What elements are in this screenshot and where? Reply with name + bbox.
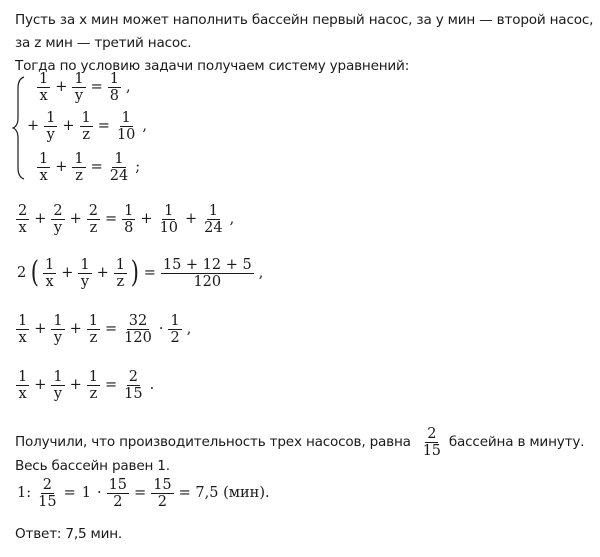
final-calculation [14,476,273,510]
numerator: 1 [109,70,120,87]
operator: , [186,321,192,337]
numerator: 1 [170,312,180,329]
fraction [114,257,127,290]
operator: + [69,321,82,337]
fraction [108,71,121,104]
operator: = [105,377,118,393]
rate-denominator: 15 [422,442,441,459]
numerator: 1 [124,202,134,219]
numerator: 1 [46,109,56,126]
denominator: x [45,273,54,290]
fraction [72,151,85,184]
step-equation-1 [14,202,237,236]
numerator: 2 [53,202,63,219]
operator: = [134,485,147,501]
fraction [72,71,85,104]
denominator: x [18,329,27,346]
numerator: 1 [44,256,55,273]
denominator: 10 [159,219,179,236]
fraction [158,203,180,236]
operator: = [97,118,110,134]
operator: + [34,377,47,393]
fraction [87,203,100,236]
denominator: 8 [109,87,120,104]
operator: = [105,211,118,227]
conclusion-after: бассейна в минуту. [448,433,585,450]
denominator: x [39,167,48,184]
fraction [122,203,135,236]
fraction [51,369,64,402]
fraction [161,257,254,290]
numerator: 15 [153,476,172,493]
operator: 1 [81,485,91,501]
numerator: 1 [81,109,91,126]
fraction [51,203,64,236]
operator: + [34,211,47,227]
fraction [16,313,29,346]
fraction [108,151,130,184]
system-equation-2 [24,109,150,143]
numerator: 1 [18,312,28,329]
numerator: 15 + 12 + 5 [162,256,252,273]
denominator: 15 [38,493,57,510]
system-equation-3 [35,150,143,184]
denominator: z [89,219,98,236]
denominator: z [116,273,125,290]
rate-fraction [421,426,443,459]
step-equation-4 [14,368,157,402]
denominator: 8 [124,219,134,236]
numerator: 1 [74,150,84,167]
fraction [44,110,57,143]
numerator: 1 [121,109,131,126]
operator: + [55,159,68,175]
denominator: y [74,87,84,104]
denominator: 120 [193,273,222,290]
fraction [115,110,137,143]
numerator: 15 [108,476,128,493]
denominator: x [18,385,27,402]
fraction [122,369,144,402]
numerator: 1 [39,150,49,167]
operator: = [90,159,103,175]
operator: 1: [17,485,32,501]
operator: , [126,79,131,95]
operator: + [96,265,109,281]
operator: = [143,265,156,281]
fraction [43,257,56,290]
operator: + [140,211,153,227]
operator: + [185,211,198,227]
denominator: 2 [157,493,168,510]
numerator: 1 [74,70,84,87]
fraction [107,477,129,510]
numerator: 1 [80,256,90,273]
denominator: z [75,167,83,184]
fraction [202,203,224,236]
parenthesis: ( [30,255,40,290]
conclusion-line [15,425,584,459]
fraction [37,71,50,104]
operator: + [69,211,82,227]
denominator: z [89,329,98,346]
denominator: x [18,219,27,236]
system-equation-1 [35,70,134,104]
step-equation-2 [14,256,266,290]
operator: , [229,211,235,227]
intro-line-3: Тогда по условию задачи получаем систему уравнений: [15,58,410,74]
denominator: z [89,385,98,402]
numerator: 2 [88,202,99,219]
fraction [51,313,64,346]
denominator: y [53,219,63,236]
operator: + [69,377,82,393]
denominator: y [53,329,63,346]
answer-line: Ответ: 7,5 мин. [15,526,123,542]
operator: · [96,485,102,501]
operator: . [149,377,155,393]
fraction [36,477,58,510]
numerator: 32 [128,312,148,329]
fraction [37,151,50,184]
numerator: 1 [115,256,125,273]
denominator: 24 [109,167,129,184]
fraction [80,110,93,143]
denominator: 2 [170,329,180,346]
parenthesis: ) [130,255,139,290]
conclusion-before: Получили, что производительность трех насосов, равна [15,433,411,450]
operator: + [61,265,74,281]
numerator: 1 [88,312,99,329]
operator: , [258,265,264,281]
denominator: 2 [113,493,123,510]
operator: + [55,79,68,95]
operator: ; [135,159,141,175]
fraction [78,257,91,290]
numerator: 1 [164,202,174,219]
fraction [16,203,29,236]
numerator: 1 [18,368,28,385]
denominator: 120 [124,329,152,346]
numerator: 1 [39,70,49,87]
denominator: y [53,385,63,402]
step-equation-3 [14,312,194,346]
intro-line-1: Пусть за x мин может наполнить бассейн первый насос, за y мин — второй насос, [15,12,594,28]
denominator: 10 [116,126,136,143]
operator: + [27,118,40,134]
fraction [122,313,154,346]
denominator: 15 [124,385,143,402]
fraction [87,369,100,402]
fraction [151,477,173,510]
fraction [87,313,100,346]
denominator: y [46,126,55,143]
operator: = [105,321,118,337]
whole-pool-line: Весь бассейн равен 1. [15,458,170,474]
operator: 2 [17,265,27,281]
fraction [168,313,181,346]
numerator: 2 [128,368,139,385]
denominator: x [39,87,48,104]
numerator: 2 [42,476,52,493]
numerator: 1 [114,150,124,167]
operator: = 7,5 (мин). [178,485,270,501]
denominator: z [82,126,90,143]
denominator: y [80,273,90,290]
numerator: 1 [53,312,63,329]
operator: + [34,321,47,337]
rate-numerator: 2 [427,425,437,442]
denominator: 24 [204,219,223,236]
numerator: 2 [18,202,28,219]
numerator: 1 [208,202,219,219]
fraction [16,369,29,402]
intro-line-2: за z мин — третий насос. [15,35,192,51]
operator: + [62,118,75,134]
operator: · [158,321,164,337]
operator: = [63,485,76,501]
numerator: 1 [88,368,99,385]
operator: = [90,79,103,95]
operator: , [142,118,147,134]
numerator: 1 [53,368,63,385]
